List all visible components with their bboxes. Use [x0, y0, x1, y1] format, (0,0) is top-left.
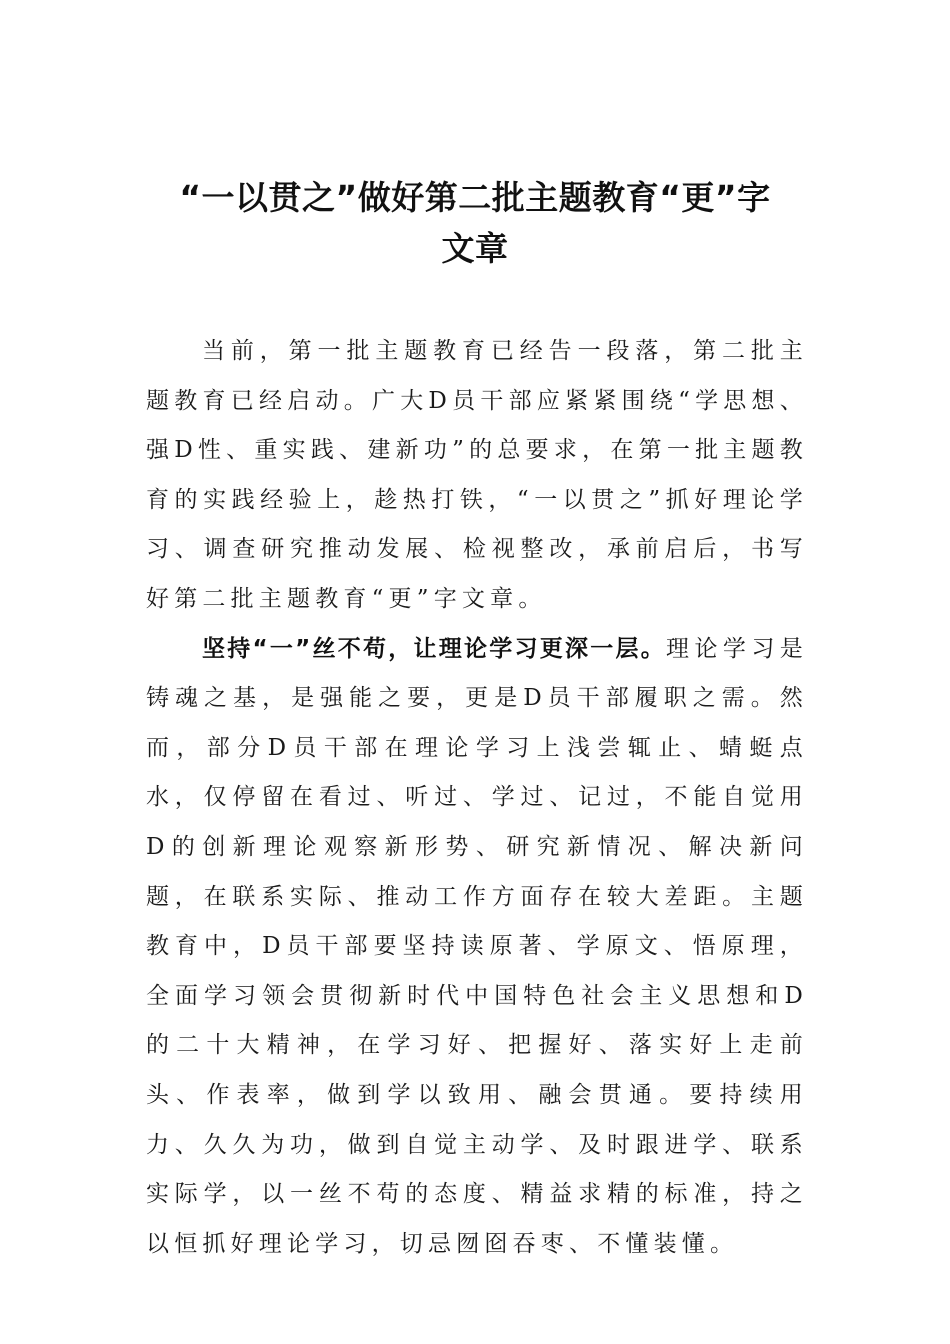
document-body	[146, 327, 808, 1269]
paragraph-theory-study	[146, 625, 808, 1270]
document-title	[130, 172, 820, 274]
paragraph-body-text: 理论学习是铸魂之基，是强能之要，更是D员干部履职之需。然而，部分D员干部在理论学习上浅尝辄止、蜻蜓点水，仅停留在看过、听过、学过、记过，不能自觉用D的创新理论观察新形势、研究新情况、解决新问题，在联系实际、推动工作方面存在较大差距。主题教育中，D员干部要坚持读原著、学原文、悟原理，全面学习领会贯彻新时代中国特色社会主义思想和D的二十大精神，在学习好、把握好、落实好上走前头、作表率，做到学以致用、融会贯通。要持续用力、久久为功，做到自觉主动学、及时跟进学、联系实际学，以一丝不苟的态度、精益求精的标准，持之以恒抓好理论学习，切忌囫囵吞枣、不懂装懂。	[146, 635, 809, 1257]
paragraph-lead-heading: 坚持“一”丝不苟，让理论学习更深一层。	[202, 635, 666, 662]
title-line-2: 文章	[441, 229, 509, 268]
paragraph-intro: 当前，第一批主题教育已经告一段落，第二批主题教育已经启动。广大D员干部应紧紧围绕“学思想、强D性、重实践、建新功”的总要求，在第一批主题教育的实践经验上，趁热打铁，“一以贯之”抓好理论学习、调查研究推动发展、检视整改，承前启后，书写好第二批主题教育“更”字文章。	[146, 338, 808, 612]
title-line-1: “一以贯之”做好第二批主题教育“更”字	[179, 178, 771, 217]
